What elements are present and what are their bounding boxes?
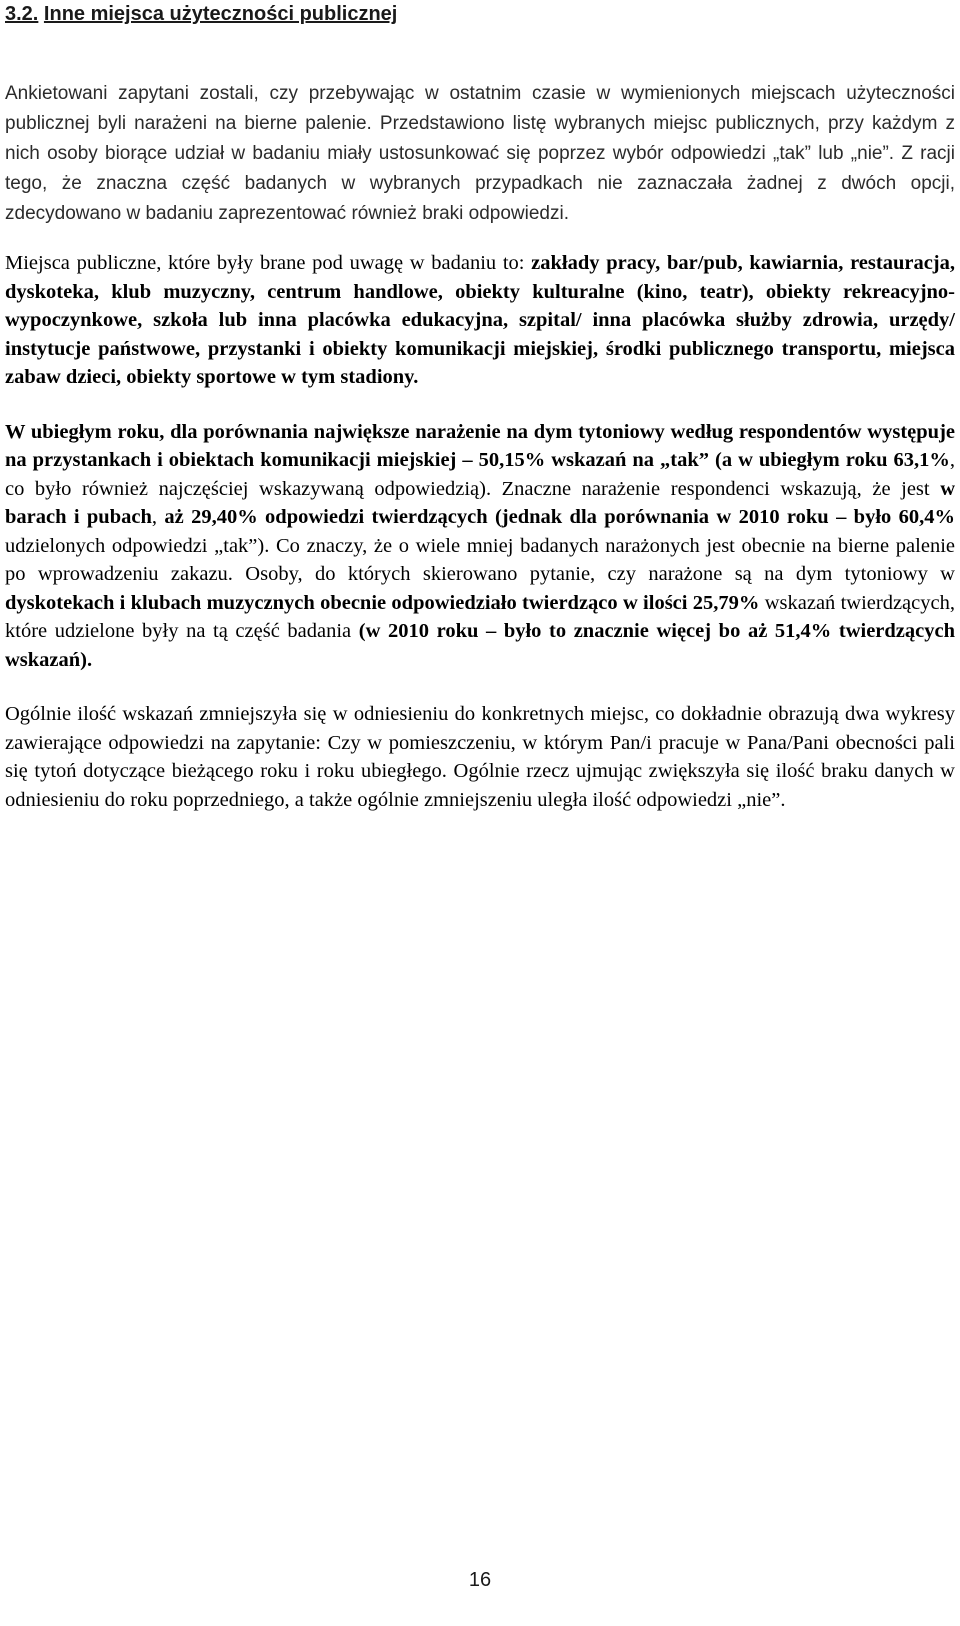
section-title: Inne miejsca użyteczności publicznej [43, 3, 398, 25]
results-bars-bold: w barach i pubach [5, 477, 955, 528]
results-text-4: wskazań twierdzących, które udzielone były na tą część badania [5, 591, 955, 642]
results-bars-percent-bold: aż 29,40% odpowiedzi twierdzących (jednak dla porównania w 2010 roku – było 60,4% [164, 506, 956, 528]
results-clubs-bold: dyskotekach i klubach muzycznych obecnie odpowiedziało twierdząco w ilości 25,79% [5, 591, 760, 614]
section-number: 3.2. [5, 3, 39, 25]
intro-paragraph: Ankietowani zapytani zostali, czy przebywając w ostatnim czasie w wymienionych miejscach użyteczności publicznej byli narażeni na bierne palenie. Przedstawiono listę wybranych miejsc publicznych, przy każdym z nich osoby biorące udział w badaniu miały ustosunkować się poprzez wybór odpowiedzi „tak” lub „nie”. Z racji tego, że znaczna część badanych w wybranych przypadkach nie zaznaczała żadnej z dwóch opcji, zdecydowano w badaniu zaprezentować również braki odpowiedzi. [5, 83, 955, 224]
results-paragraph [5, 418, 955, 675]
results-text-3: udzielonych odpowiedzi „tak”). Co znaczy, że o wiele mniej badanych narażonych jest obecnie na bierne palenie po wprowadzeniu zakazu. Osoby, do których skierowano pytanie, czy narażone są na dym tytoniowy w [5, 534, 955, 585]
places-list: zakłady pracy, bar/pub, kawiarnia, restauracja, dyskoteka, klub muzyczny, centrum handlowe, obiekty kulturalne (kino, teatr), obiekty rekreacyjno-wypoczynkowe, szkoła lub inna placówka edukacyjna, szpital/ inna placówka służby zdrowia, urzędy/ instytucje państwowe, przystanki i obiekty komunikacji miejskiej, środki publicznego transportu, miejsca zabaw dzieci, obiekty sportowe w tym stadiony. [5, 252, 955, 388]
places-intro: Miejsca publiczne, które były brane pod uwagę w badaniu to: [5, 252, 532, 274]
results-2010-bold: (w 2010 roku – było to znacznie więcej bo aż 51,4% twierdzących wskazań). [5, 620, 955, 671]
section-heading [5, 0, 955, 27]
page-number: 16 [468, 1569, 492, 1591]
summary-paragraph: Ogólnie ilość wskazań zmniejszyła się w odniesieniu do konkretnych miejsc, co dokładnie obrazują dwa wykresy zawierające odpowiedzi na zapytanie: Czy w pomieszczeniu, w którym Pan/i pracuje w Pana/Pani obecności pali się tytoń dotyczące bieżącego roku i roku ubiegłego. Ogólnie rzecz ujmując zwiększyła się ilość braku danych w odniesieniu do roku poprzedniego, a także ogólnie zmniejszeniu uległa ilość odpowiedzi „nie”. [5, 703, 955, 811]
results-text-2: , [151, 506, 165, 528]
places-paragraph [5, 249, 955, 392]
results-stops-bold: W ubiegłym roku, dla porównania największe narażenie na dym tytoniowy według respondentów występuje na przystankach i obiektach komunikacji miejskiej – 50,15% wskazań na „tak” (a w ubiegłym roku 63,1% [5, 420, 955, 471]
results-text-1: , co było również najczęściej wskazywaną odpowiedzią). Znaczne narażenie respondenci wskazują, że jest [5, 449, 955, 500]
document-page [5, 0, 955, 814]
